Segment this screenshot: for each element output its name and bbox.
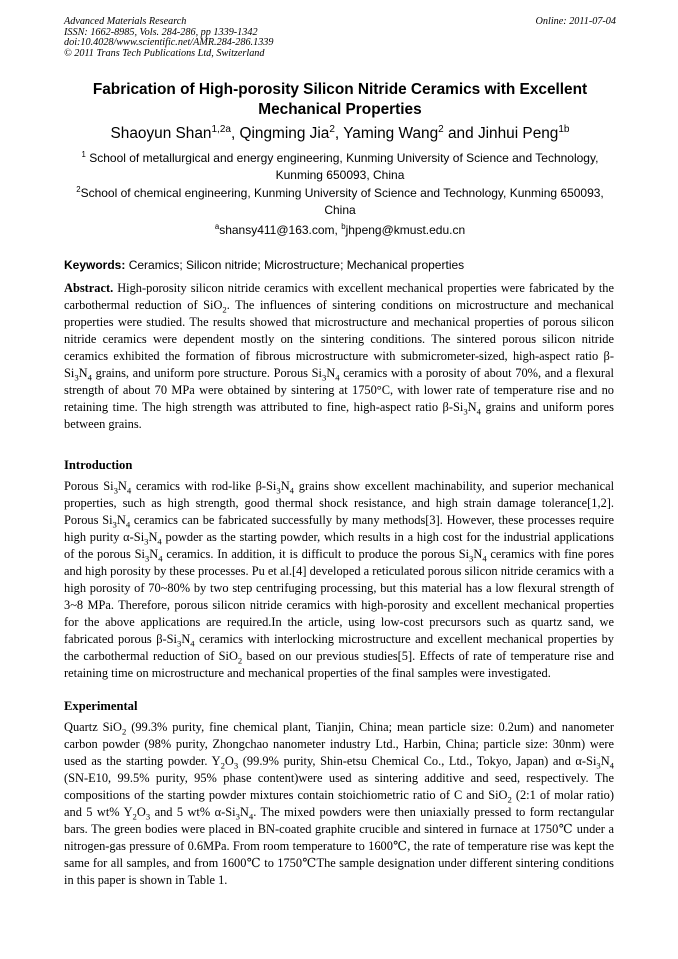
keywords [64, 257, 616, 273]
intro-text: powder as the starting powder, which results in a high cost for the industrial applications of the porous Si [64, 530, 614, 561]
title-line-2: Mechanical Properties [258, 101, 422, 118]
intro-text: ceramics. In addition, it is difficult to produce the porous Si [162, 547, 470, 561]
abstract-label: Abstract. [64, 281, 114, 295]
author-separator: , [230, 125, 240, 142]
subscript: 3 [112, 519, 117, 530]
author-1-affiliation: 1,2a [211, 123, 231, 135]
subscript: 4 [609, 760, 614, 771]
intro-text: grains show excellent machinability, and superior mechanical properties, such as high strength, good thermal shock resistance, and high strain damage tolerance[1,2]. Porous Si [64, 479, 615, 527]
email-separator: , [334, 223, 342, 237]
email-a-mark: a [214, 222, 220, 231]
subscript: 3 [113, 485, 118, 496]
exp-text: O [136, 805, 146, 819]
subscript: 3 [596, 760, 601, 771]
affiliation-1-line-1: School of metallurgical and energy engineering, Kunming University of Science and Technology, [89, 151, 599, 165]
subscript: 3 [144, 553, 150, 564]
subscript: 2 [237, 655, 243, 666]
subscript: 2 [222, 304, 227, 315]
author-4-affiliation: 1b [558, 123, 570, 135]
exp-text: Quartz SiO [64, 720, 122, 734]
author-separator: and [443, 125, 478, 142]
exp-text: (SN-E10, 99.5% purity, 95% phase content)were used as sintering additive and seed, respectively. The compositions of the starting powder mixtures contain stoichiometric ratio of C and SiO [64, 771, 614, 802]
keywords-text: Ceramics; Silicon nitride; Microstructure; Mechanical properties [128, 258, 465, 272]
affiliation-2-number: 2 [76, 185, 81, 194]
affiliation-1-number: 1 [81, 150, 86, 159]
abstract-text: grains, and uniform pore structure. Porous Si [91, 366, 323, 380]
author-2: Qingming Jia [239, 125, 330, 142]
subscript: 3 [235, 811, 240, 822]
journal-name: Advanced Materials Research [64, 16, 187, 27]
intro-text: based on our previous studies[5]. Effects of rate of temperature rise and retaining time on microstructure and mechanical properties of the final samples were investigated. [64, 649, 614, 680]
intro-text: ceramics with fine pores and high porosity by these processes. Pu et al.[4] developed a reticulated porous silicon nitride ceramics with a high porosity of 70~80% by two step centrifuging processing, but this material has a low flexural strength of 3~8 MPa. Therefore, porous silicon nitride ceramics with high-porosity and excellent mechanical properties for the above applications are required.In the article, using low-cost precursors such as quartz sand, we fabricated porous β-Si [64, 547, 614, 646]
subscript: 4 [126, 485, 132, 496]
exp-text: (2:1 of molar ratio) and 5 wt% Y [64, 788, 614, 819]
journal-header [64, 17, 616, 59]
intro-text: ceramics with rod-like β-Si [131, 479, 277, 493]
author-2-affiliation: 2 [329, 123, 335, 135]
author-4: Jinhui Peng [477, 125, 559, 142]
author-list [64, 124, 616, 144]
affiliation-1-line-2: Kunming 650093, China [275, 167, 405, 182]
subscript: 4 [482, 553, 487, 564]
subscript: 3 [463, 406, 468, 417]
affiliation-2 [64, 185, 616, 218]
subscript: 4 [476, 406, 481, 417]
subscript: 4 [248, 811, 254, 822]
exp-text: (99.9% purity, Shin-etsu Chemical Co., Ltd., Tokyo, Japan) and α-Si [238, 754, 597, 768]
introduction-heading: Introduction [64, 458, 133, 472]
abstract-paragraph: Abstract. High-porosity silicon nitride ceramics with excellent mechanical properties were fabricated by the carbothermal reduction of SiO$_2$. The influences of sintering conditions on microstructure and mechanical properties were studied. The results showed that microstructure and mechanical properties of porous silicon nitride ceramics were dependent mostly on the sintering conditions. The sintered porous silicon nitride ceramics exhibited the formation of fibrous microstructure with submicrometer-sized, high-aspect ratio $\beta-Si_3N_4$ grains, and uniform pore structure. Porous $Si_3N_4$ ceramics with a porosity of about 70%, and a flexural strength of about 70 MPa were obtained by sintering at 1750°C, with lower rate of temperature rise and no retaining time. The high strength was attributed to fine, high-aspect ratio $\beta-Si_3N_4$ grains and uniform pores between grains. [64, 281, 614, 431]
exp-text: O [224, 754, 234, 768]
subscript: 3 [145, 811, 151, 822]
exp-text: . The mixed powders were then uniaxially pressed to form rectangular bars. The green bodies were placed in BN-coated graphite crucible and sintered in furnace at 1750℃ under a nitrogen-gas pressure of 0.6MPa. From room temperature to 1600℃, the rate of temperature rise was kept the same for all samples, and from 1600℃ to 1750℃The sample designation under different sintering conditions in this paper is shown in Table 1. [64, 805, 614, 887]
abstract-text: High-porosity silicon nitride ceramics with excellent mechanical properties were fabricated by the carbothermal reduction of SiO [64, 281, 614, 312]
keywords-label: Keywords: [64, 258, 126, 272]
subscript: 4 [87, 372, 92, 383]
title-line-1: Fabrication of High-porosity Silicon Nitride Ceramics with Excellent [92, 81, 588, 98]
author-3-affiliation: 2 [438, 123, 444, 135]
subscript: 4 [125, 519, 131, 530]
subscript: 3 [276, 485, 281, 496]
subscript: 2 [121, 726, 127, 737]
introduction-paragraph: Porous $Si_3N_4$ ceramics with rod-like $\beta-Si_3N_4$ grains show excellent machinability, and superior mechanical properties, such as high strength, good thermal shock resistance, and high strain damage tolerance[1,2]. Porous $Si_3N_4$ ceramics can be fabricated successfully by many methods[3]. However, these processes require high purity $\alpha-Si_3N_4$ powder as the starting powder, which results in a high cost for the industrial applications of the porous $Si_3N_4$ ceramics. In addition, it is difficult to produce the porous $Si_3N_4$ ceramics with fine pores and high porosity by these processes. Pu et al.[4] developed a reticulated porous silicon nitride ceramics with a high porosity of 70~80% by two step centrifuging processing, but this material has a low flexural strength of 3~8 MPa. Therefore, porous silicon nitride ceramics with high-porosity and excellent mechanical properties for the above applications are required.In the article, using low-cost precursors such as quartz sand, we fabricated porous $\beta-Si_3N_4$ ceramics with interlocking microstructure and excellent mechanical properties by the carbothermal reduction of SiO$_2$ based on our previous studies[5]. Effects of rate of temperature rise and retaining time on microstructure and mechanical properties of the final samples were investigated. [64, 479, 615, 680]
subscript: 2 [507, 794, 512, 805]
affiliation-1 [64, 150, 616, 183]
subscript: 2 [220, 760, 225, 771]
subscript: 3 [469, 553, 474, 564]
author-3: Yaming Wang [343, 125, 439, 142]
author-1: Shaoyun Shan [110, 125, 212, 142]
subscript: 4 [335, 372, 340, 383]
email-a[interactable]: shansy411@163.com [219, 223, 335, 237]
subscript: 2 [132, 811, 137, 822]
subscript: 3 [233, 760, 239, 771]
online-date: Online: 2011-07-04 [535, 16, 616, 27]
email-b[interactable]: jhpeng@kmust.edu.cn [345, 223, 466, 237]
abstract-text: ceramics with a porosity of about 70%, and a flexural strength of about 70 MPa were obtained by sintering at 1750°C, with lower rate of temperature rise and no retaining time. The high strength was attributed to fine, high-aspect ratio β-Si [64, 366, 614, 414]
experimental-heading: Experimental [64, 699, 138, 713]
intro-text: Porous Si [64, 479, 114, 493]
subscript: 3 [74, 372, 79, 383]
doi-line[interactable]: doi:10.4028/www.scientific.net/AMR.284-286.1339 [64, 37, 274, 49]
experimental-paragraph: Quartz SiO$_2$ (99.3% purity, fine chemical plant, Tianjin, China; mean particle size: 0.2um) and nanometer carbon powder (98% purity, Zhongchao nanometer industry Ltd., Harbin, China; particle size: 30nm) were used as the starting powder. $Y_2O_3$ (99.9% purity, Shin-etsu Chemical Co., Ltd., Tokyo, Japan) and $\alpha-Si_3N_4$ (SN-E10, 99.5% purity, 95% phase content)were used as sintering additive and seed, respectively. The compositions of the starting powder mixtures contain stoichiometric ratio of C and SiO$_2$ (2:1 of molar ratio) and 5 wt% $Y_2O_3$ and 5 wt% $\alpha-Si_3N_4$. The mixed powders were then uniaxially pressed to form rectangular bars. The green bodies were placed in BN-coated graphite crucible and sintered in furnace at 1750℃ under a nitrogen-gas pressure of 0.6MPa. From room temperature to 1600℃, the rate of temperature rise was kept the same for all samples, and from 1600℃ to 1750℃The sample designation under different sintering conditions in this paper is shown in Table 1. [64, 720, 614, 887]
email-b-mark: b [341, 222, 346, 231]
abstract-text: . The influences of sintering conditions on microstructure and mechanical properties were studied. The results showed that microstructure and mechanical properties of porous silicon nitride ceramics were dependent mostly on the sintering conditions. The sintered porous silicon nitride ceramics exhibited the formation of fibrous microstructure with submicrometer-sized, high-aspect ratio β-Si [64, 298, 614, 380]
issn-line: ISSN: 1662-8985, Vols. 284-286, pp 1339-1342 [64, 26, 258, 38]
subscript: 4 [158, 553, 163, 564]
subscript: 4 [157, 536, 162, 547]
exp-text: (99.3% purity, fine chemical plant, Tianjin, China; mean particle size: 0.2um) and nanometer carbon powder (98% purity, Zhongchao nanometer industry Ltd., Harbin, China; particle size: 30nm) were used as the starting powder. Y [64, 720, 614, 768]
exp-text: and 5 wt% α-Si [150, 805, 236, 819]
copyright-line: © 2011 Trans Tech Publications Ltd, Switzerland [64, 47, 265, 59]
affiliation-2-line-1: School of chemical engineering, Kunming University of Science and Technology, Kunming 650093, [80, 186, 604, 200]
subscript: 4 [289, 485, 294, 496]
abstract-text: grains and uniform pores between grains. [64, 400, 614, 431]
intro-text: ceramics with interlocking microstructure and excellent mechanical properties by the carbothermal reduction of SiO [64, 632, 615, 663]
intro-text: ceramics can be fabricated successfully by many methods[3]. However, these processes require high purity α-Si [64, 513, 614, 544]
email-line [64, 222, 616, 238]
paper-title [64, 80, 616, 120]
author-separator: , [334, 125, 344, 142]
affiliation-2-line-2: China [324, 202, 356, 217]
subscript: 3 [176, 638, 182, 649]
subscript: 4 [190, 638, 195, 649]
subscript: 3 [144, 536, 149, 547]
subscript: 3 [322, 372, 327, 383]
